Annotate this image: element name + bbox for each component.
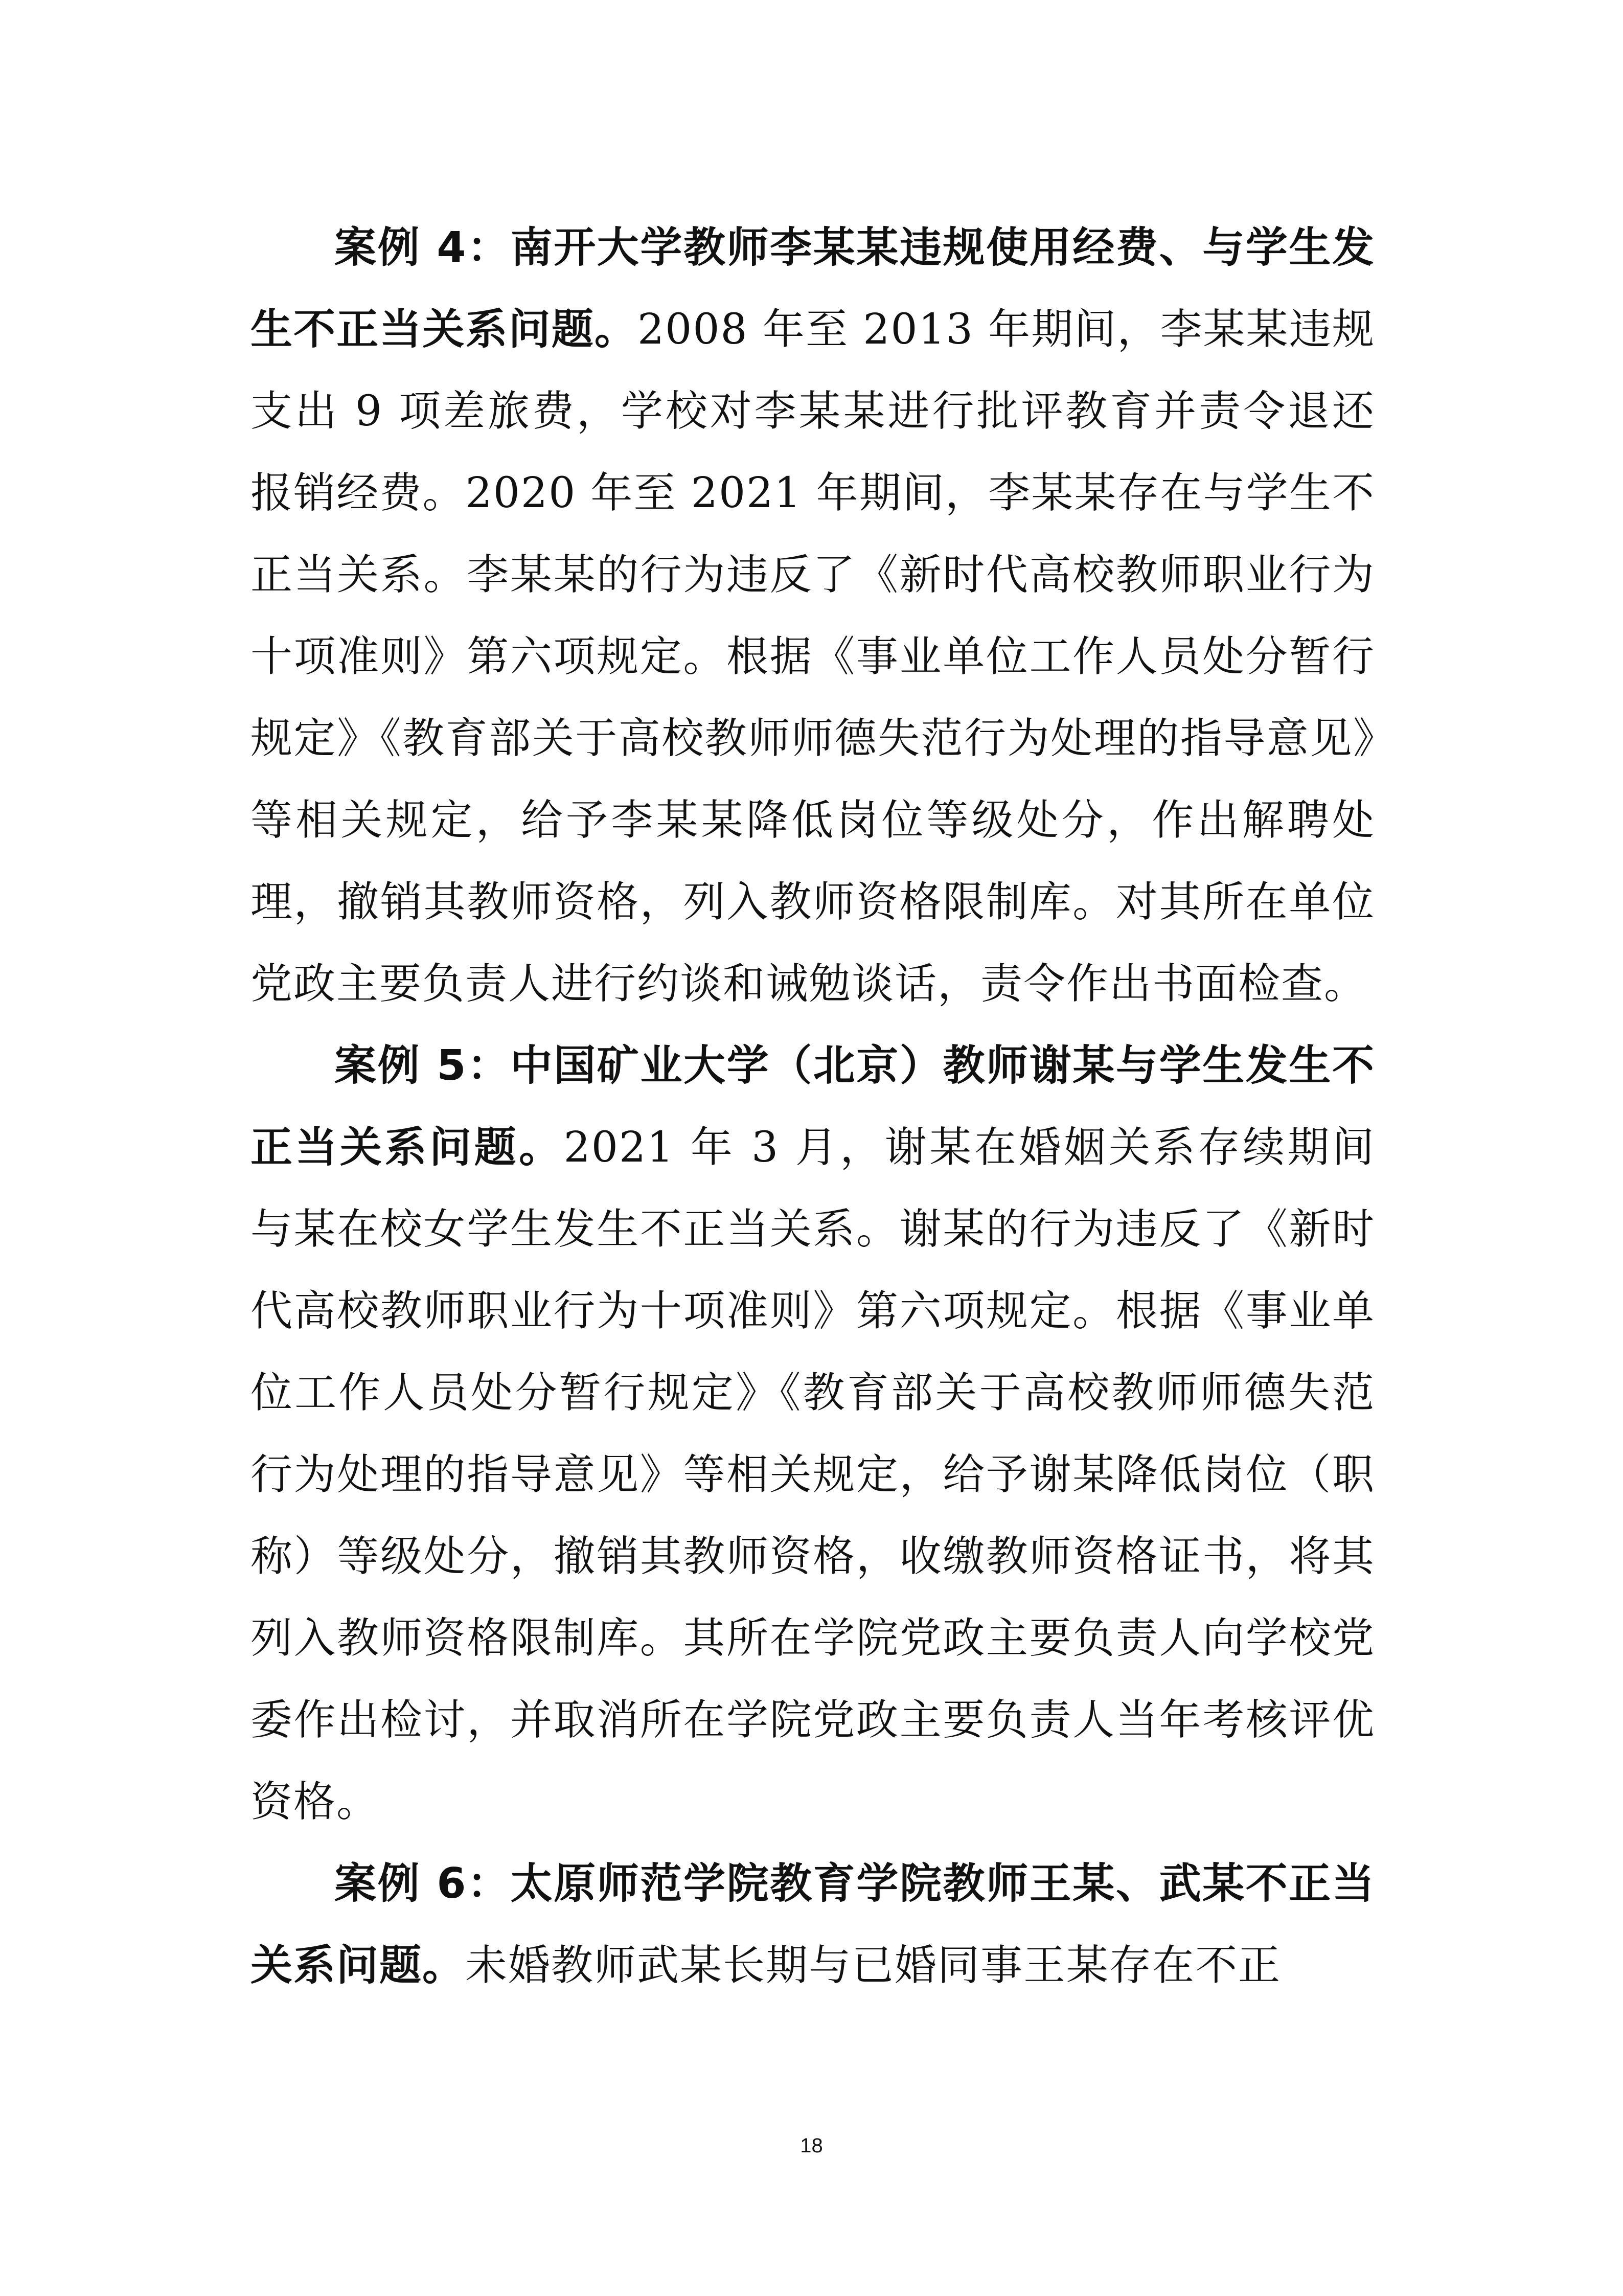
document-body	[250, 207, 1375, 2007]
case-6-heading: 案例 6：太原师范学院教育学院教师王某、武某不正当关系问题。	[250, 1859, 1375, 1990]
case-4-paragraph	[250, 207, 1375, 1025]
case-4-heading: 案例 4：南开大学教师李某某违规使用经费、与学生发生不正当关系问题。	[250, 223, 1375, 354]
page-number: 18	[800, 2134, 823, 2157]
case-5-text: 2021 年 3 月，谢某在婚姻关系存续期间与某在校女学生发生不正当关系。谢某的行为违反了《新时代高校教师职业行为十项准则》第六项规定。根据《事业单位工作人员处分暂行规定》《教育部关于高校教师师德失范行为处理的指导意见》等相关规定，给予谢某降低岗位（职称）等级处分，撤销其教师资格，收缴教师资格证书，将其列入教师资格限制库。其所在学院党政主要负责人向学校党委作出检讨，并取消所在学院党政主要负责人当年考核评优资格。	[250, 1123, 1375, 1826]
case-4-text: 2008 年至 2013 年期间，李某某违规支出 9 项差旅费，学校对李某某进行批评教育并责令退还报销经费。2020 年至 2021 年期间，李某某存在与学生不正当关系。李某某的行为违反了《新时代高校教师职业行为十项准则》第六项规定。根据《事业单位工作人员处分暂行规定》《教育部关于高校教师师德失范行为处理的指导意见》等相关规定，给予李某某降低岗位等级处分，作出解聘处理，撤销其教师资格，列入教师资格限制库。对其所在单位党政主要负责人进行约谈和诫勉谈话，责令作出书面检查。	[250, 305, 1375, 1008]
case-6-text: 未婚教师武某长期与已婚同事王某存在不正	[465, 1941, 1282, 1990]
case-5-heading: 案例 5：中国矿业大学（北京）教师谢某与学生发生不正当关系问题。	[250, 1041, 1375, 1172]
case-6-paragraph	[250, 1843, 1375, 2007]
case-5-paragraph	[250, 1025, 1375, 1843]
